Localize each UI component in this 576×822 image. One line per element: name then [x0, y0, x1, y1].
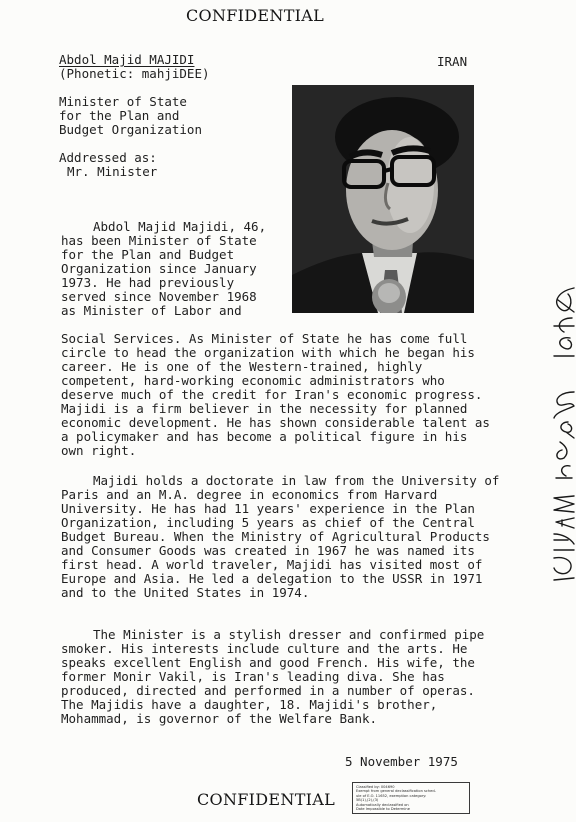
position-line: for the Plan and	[59, 108, 180, 123]
stamp-line: 5B(1),(2),(3)	[356, 798, 379, 803]
subject-country: IRAN	[437, 54, 468, 69]
subject-phonetic: (Phonetic: mahjiDEE)	[59, 66, 210, 81]
address-label: Addressed as:	[59, 150, 157, 165]
stamp-line: Automatically declassified on	[356, 802, 409, 807]
address-title: Mr. Minister	[67, 164, 158, 179]
biography-paragraph-1-intro: Abdol Majid Majidi, 46, has been Minister of State for the Plan and Budget Organization since January 1973. He had previously served since November 1968 as Minister of Labor and	[61, 219, 267, 318]
declassification-stamp	[352, 782, 470, 814]
subject-portrait-photo	[292, 85, 474, 313]
stamp-line: Date Impossible to Determine	[356, 807, 410, 812]
biography-paragraph-1-continued: Social Services. As Minister of State he has come full circle to head the organization with which he began his career. He is one of the Western-trained, highly competent, hard-working economic administrators who deserve much of the credit for Iran's economic progress. Majidi is a firm believer in the necessity for planned economic development. He has shown considerable talent as a policymaker and has become a political figure in his own right.	[61, 331, 490, 458]
document-date: 5 November 1975	[345, 754, 458, 769]
stamp-line: ule of E.O. 11652, exemption category:	[356, 793, 427, 798]
biography-paragraph-2: Majidi holds a doctorate in law from the University of Paris and an M.A. degree in economics from Harvard University. He has had 11 years' experience in the Plan Organization, including 5 years as chief of the Central Budget Bureau. When the Ministry of Agricultural Products and Consumer Goods was created in 1967 he was named its first head. A world traveler, Majidi has visited most of Europe and Asia. He led a delegation to the USSR in 1971 and to the United States in 1974.	[61, 473, 500, 600]
biography-paragraph-3: The Minister is a stylish dresser and confirmed pipe smoker. His interests include culture and the arts. He speaks excellent English and good French. His wife, the former Monir Vakil, is Iran's leading diva. She has produced, directed and performed in a number of operas. The Majidis have a daughter, 18. Majidi's brother, Mohammad, is governor of the Welfare Bank.	[61, 627, 485, 726]
stamp-line: Classified by: 004690	[356, 785, 395, 789]
stamp-line: Exempt from general declassification sched-	[356, 789, 436, 794]
position-line: Budget Organization	[59, 122, 202, 137]
handwritten-signature	[548, 282, 576, 582]
classification-footer: CONFIDENTIAL	[197, 790, 336, 809]
portrait-image	[292, 85, 474, 313]
form-of-address	[59, 151, 279, 179]
signature-image	[548, 282, 576, 582]
position-title	[59, 95, 279, 137]
subject-name: Abdol Majid MAJIDI	[59, 52, 195, 67]
position-line: Minister of State	[59, 94, 187, 109]
classification-header: CONFIDENTIAL	[186, 6, 325, 25]
